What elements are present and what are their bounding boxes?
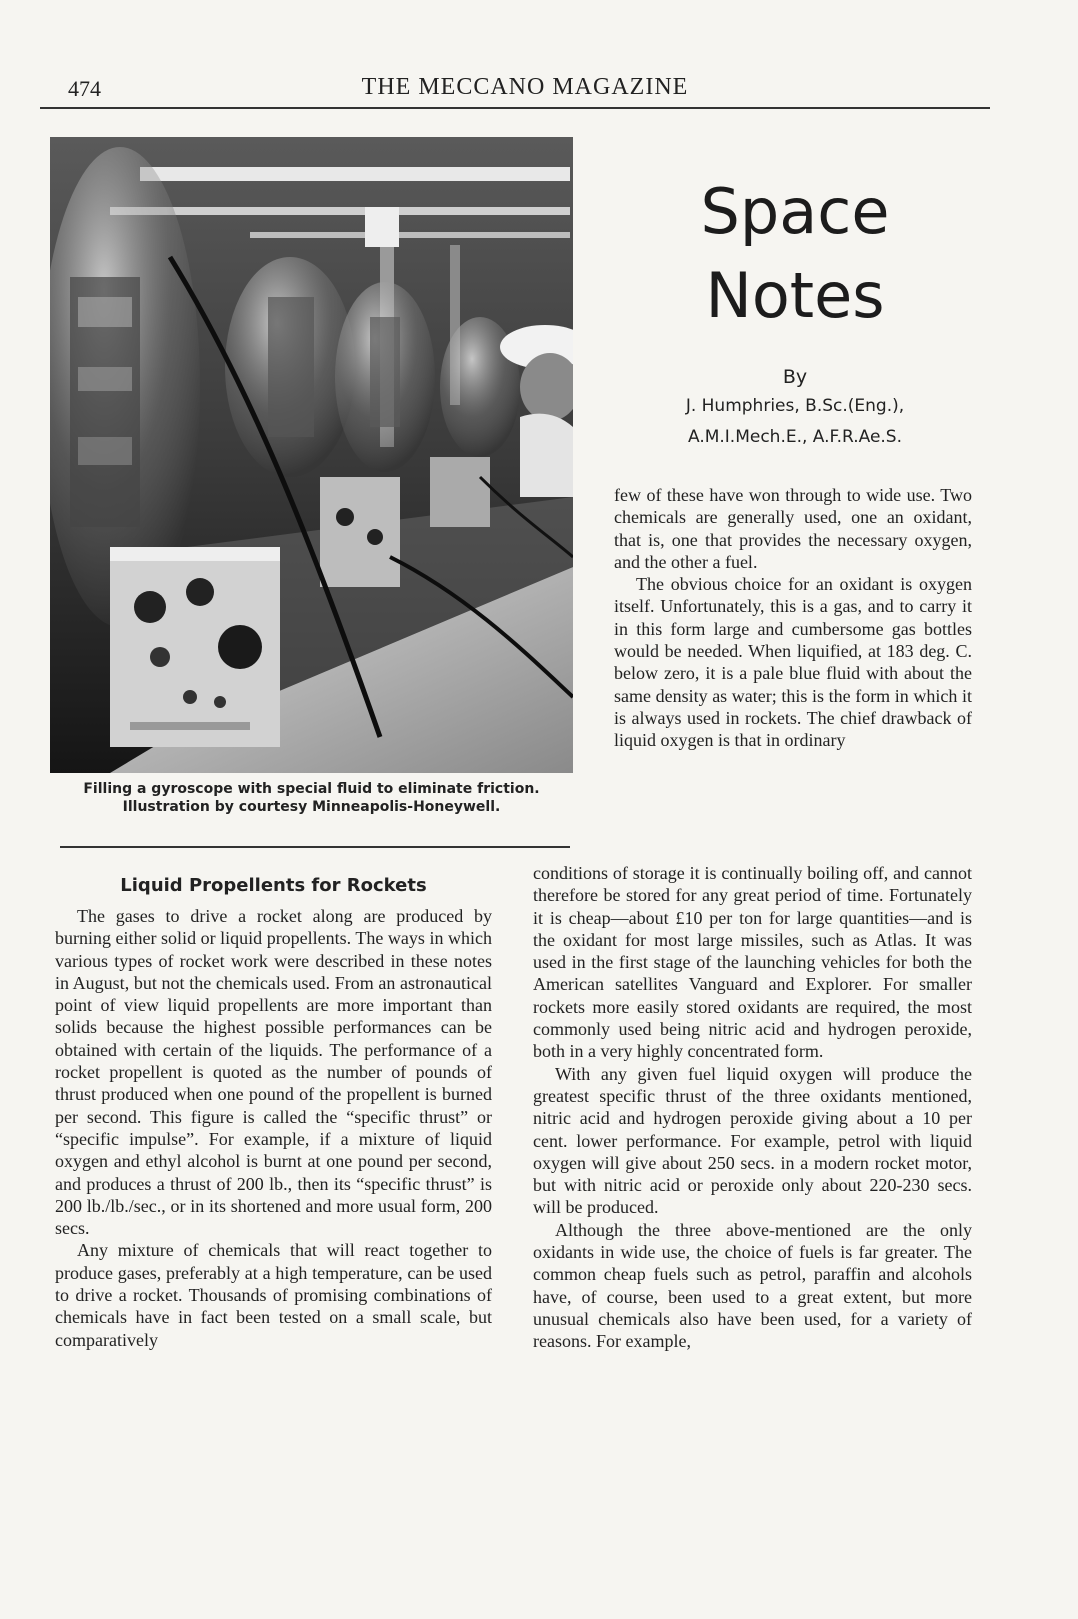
page-number: 474 (68, 76, 101, 101)
caption-rule (60, 846, 570, 848)
caption-line-1: Filling a gyroscope with special fluid to eliminate friction. (83, 781, 540, 797)
author-line-2: A.M.I.Mech.E., A.F.R.Ae.S. (687, 427, 902, 447)
left-column-text (55, 905, 492, 1351)
paragraph: Although the three above-mentioned are the only oxidants in wide use, the choice of fuels is far greater. The common cheap fuels such as petrol, paraffin and alcohols have, of course, been used to a great extent, but more unusual chemicals also have been used, for a variety of reasons. For example, (533, 1219, 972, 1352)
paragraph: With any given fuel liquid oxygen will produce the greatest specific thrust of the three oxidants mentioned, nitric acid and hydrogen peroxide giving about a 10 per cent. lower performance. For example, petrol with liquid oxygen will give about 250 secs. in a modern rocket motor, but with nitric acid or peroxide only about 220-230 secs. will be produced. (533, 1063, 972, 1218)
paragraph: few of these have won through to wide use. Two chemicals are generally used, one an oxidant, that is, one that provides the necessary oxygen, and the other a fuel. (614, 485, 972, 572)
paragraph: Any mixture of chemicals that will react together to produce gases, preferably at a high temperature, can be used to drive a rocket. Thousands of promising combinations of chemicals have in fact been tested on a small scale, but comparatively (55, 1240, 492, 1350)
paragraph: The obvious choice for an oxidant is oxygen itself. Unfortunately, this is a gas, and to carry it in this form large and cumbersome gas bottles would be needed. When liquified, at 183 deg. C. below zero, it is a pale blue fluid with about the same density as water; this is the form in which it is always used in rockets. The chief drawback of liquid oxygen is that in ordinary (614, 574, 972, 751)
magazine-title: THE MECCANO MAGAZINE (361, 74, 689, 100)
paragraph: The gases to drive a rocket along are produced by burning either solid or liquid propellents. The ways in which various types of rocket work were described in these notes in August, but not the chemicals used. From an astronautical point of view liquid propellents are more important than solids because the highest possible performances can be obtained with certain of the liquids. The performance of a rocket propellent is quoted as the number of pounds of thrust produced when one pound of the propellent is burned per second. This figure is called the “specific thrust” or “specific impulse”. For example, if a mixture of liquid oxygen and ethyl alcohol is burnt at one pound per second, and produces a thrust of 200 lb., then its “specific thrust” is 200 lb./lb./sec., or in its shortened and more usual form, 200 secs. (55, 906, 492, 1239)
article-title-block (640, 170, 950, 450)
gyroscope-lab-photo (50, 137, 573, 773)
photo-caption (40, 780, 583, 816)
article-title-line-1: Space (700, 175, 890, 248)
byline: By (782, 366, 808, 388)
caption-line-2: Illustration by courtesy Minneapolis-Honeywell. (122, 799, 501, 815)
author-line-1: J. Humphries, B.Sc.(Eng.), (685, 396, 905, 416)
section-heading: Liquid Propellents for Rockets (120, 875, 427, 896)
right-column-top-text (614, 484, 972, 752)
right-column-bottom-text (533, 862, 972, 1353)
article-title-line-2: Notes (705, 259, 885, 332)
header-rule (40, 107, 990, 109)
paragraph: conditions of storage it is continually boiling off, and cannot therefore be stored for any great period of time. Fortunately it is cheap—about £10 per ton for large quantities—and is the oxidant for most large missiles, such as Atlas. It was used in the first stage of the launching vehicles for both the American satellites Vanguard and Explorer. For smaller rockets more easily stored oxidants are required, the most commonly used being nitric acid and hydrogen peroxide, both in a very highly concentrated form. (533, 863, 972, 1062)
page-header (60, 72, 990, 106)
